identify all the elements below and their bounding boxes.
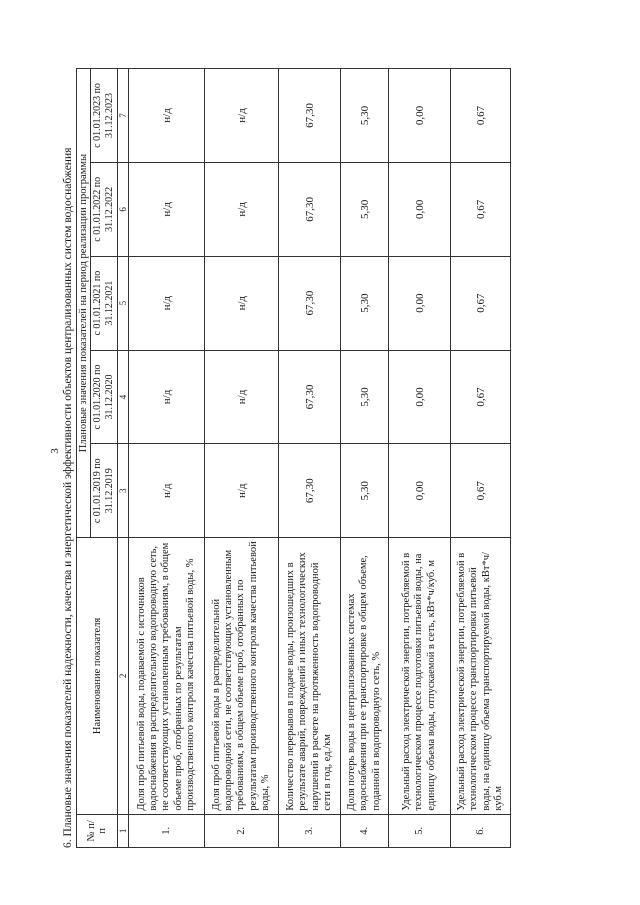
indicator-value: н/д xyxy=(129,256,205,350)
header-number: № п/п xyxy=(77,814,118,847)
indicator-value: 5,30 xyxy=(341,350,389,444)
table-row xyxy=(205,69,279,848)
indicator-name: Доля проб питьевой воды в распределительной водопроводной сети, не соответствующих установленным требованиям, в общем объеме проб, отобранных по результатам производственного контроля качества питьевой воды, % xyxy=(205,538,279,815)
indicator-value: 0,00 xyxy=(389,256,451,350)
indicator-value: 67,30 xyxy=(279,444,341,538)
row-number: 6. xyxy=(451,814,511,847)
indicator-value: 0,00 xyxy=(389,444,451,538)
table-row xyxy=(389,69,451,848)
indicator-value: н/д xyxy=(129,444,205,538)
period-header: с 01.01.2019 по 31.12.2019 xyxy=(91,444,118,538)
indicator-value: н/д xyxy=(205,444,279,538)
section-title: 6. Плановые значения показателей надежности, качества и энергетической эффективности объектов централизованных систем водоснабжения xyxy=(62,147,74,848)
indicator-name: Доля потерь воды в централизованных системах водоснабжения при ее транспортировке в общем объеме, поданной в водопроводную сеть, % xyxy=(341,538,389,815)
row-number: 5. xyxy=(389,814,451,847)
indicator-value: 5,30 xyxy=(341,444,389,538)
column-index: 1 xyxy=(118,814,129,847)
indicator-value: 0,00 xyxy=(389,69,451,163)
row-number: 3. xyxy=(279,814,341,847)
indicator-value: 0,67 xyxy=(451,444,511,538)
indicator-value: н/д xyxy=(205,162,279,256)
indicator-value: 67,30 xyxy=(279,350,341,444)
indicator-value: 0,00 xyxy=(389,162,451,256)
indicator-value: 0,67 xyxy=(451,69,511,163)
indicator-value: н/д xyxy=(205,256,279,350)
indicator-name: Доля проб питьевой воды, подаваемой с источников водоснабжения в распределительную водопроводную сеть, не соответствующих установленным требованиям, в общем объеме проб, отобранных по результатам производственного контроля качества питьевой воды, % xyxy=(129,538,205,815)
indicator-value: 67,30 xyxy=(279,162,341,256)
indicator-value: н/д xyxy=(205,69,279,163)
column-index: 7 xyxy=(118,69,129,163)
column-index: 6 xyxy=(118,162,129,256)
rotated-page-content xyxy=(60,68,560,848)
indicator-value: 5,30 xyxy=(341,256,389,350)
table-row xyxy=(341,69,389,848)
table-row xyxy=(279,69,341,848)
indicator-value: 0,67 xyxy=(451,162,511,256)
period-header: с 01.01.2020 по 31.12.2020 xyxy=(91,350,118,444)
column-index: 2 xyxy=(118,538,129,815)
indicator-value: 0,00 xyxy=(389,350,451,444)
indicator-name: Удельный расход электрической энергии, потребляемой в технологическом процессе подготовки питьевой воды, на единицу объема воды, отпускаемой в сеть, кВт*ч/куб. м xyxy=(389,538,451,815)
column-index: 3 xyxy=(118,444,129,538)
table-row xyxy=(129,69,205,848)
row-number: 1. xyxy=(129,814,205,847)
indicator-name: Количество перерывов в подаче воды, произошедших в результате аварий, повреждений и иных технологических нарушений в расчете на протяженность водопроводной сети в год, ед./км xyxy=(279,538,341,815)
header-name: Наименование показателя xyxy=(77,538,118,815)
period-header: с 01.01.2023 по 31.12.2023 xyxy=(91,69,118,163)
indicator-value: 67,30 xyxy=(279,256,341,350)
row-number: 2. xyxy=(205,814,279,847)
indicator-value: н/д xyxy=(205,350,279,444)
indicator-value: 5,30 xyxy=(341,162,389,256)
column-index: 5 xyxy=(118,256,129,350)
indicator-value: 0,67 xyxy=(451,256,511,350)
indicator-value: 67,30 xyxy=(279,69,341,163)
table-row xyxy=(451,69,511,848)
indicator-value: н/д xyxy=(129,162,205,256)
page-number: 3 xyxy=(48,448,61,454)
indicator-value: н/д xyxy=(129,69,205,163)
indicator-value: 0,67 xyxy=(451,350,511,444)
row-number: 4. xyxy=(341,814,389,847)
period-header: с 01.01.2022 по 31.12.2022 xyxy=(91,162,118,256)
column-index: 4 xyxy=(118,350,129,444)
indicator-value: 5,30 xyxy=(341,69,389,163)
indicator-value: н/д xyxy=(129,350,205,444)
indicator-name: Удельный расход электрической энергии, потребляемой в технологическом процессе транспортировки питьевой воды, на единицу объема транспортируемой воды, кВт*ч/куб.м xyxy=(451,538,511,815)
period-header: с 01.01.2021 по 31.12.2021 xyxy=(91,256,118,350)
header-plan: Плановые значения показателей на период реализации программы xyxy=(77,69,91,538)
indicators-table xyxy=(76,68,511,848)
